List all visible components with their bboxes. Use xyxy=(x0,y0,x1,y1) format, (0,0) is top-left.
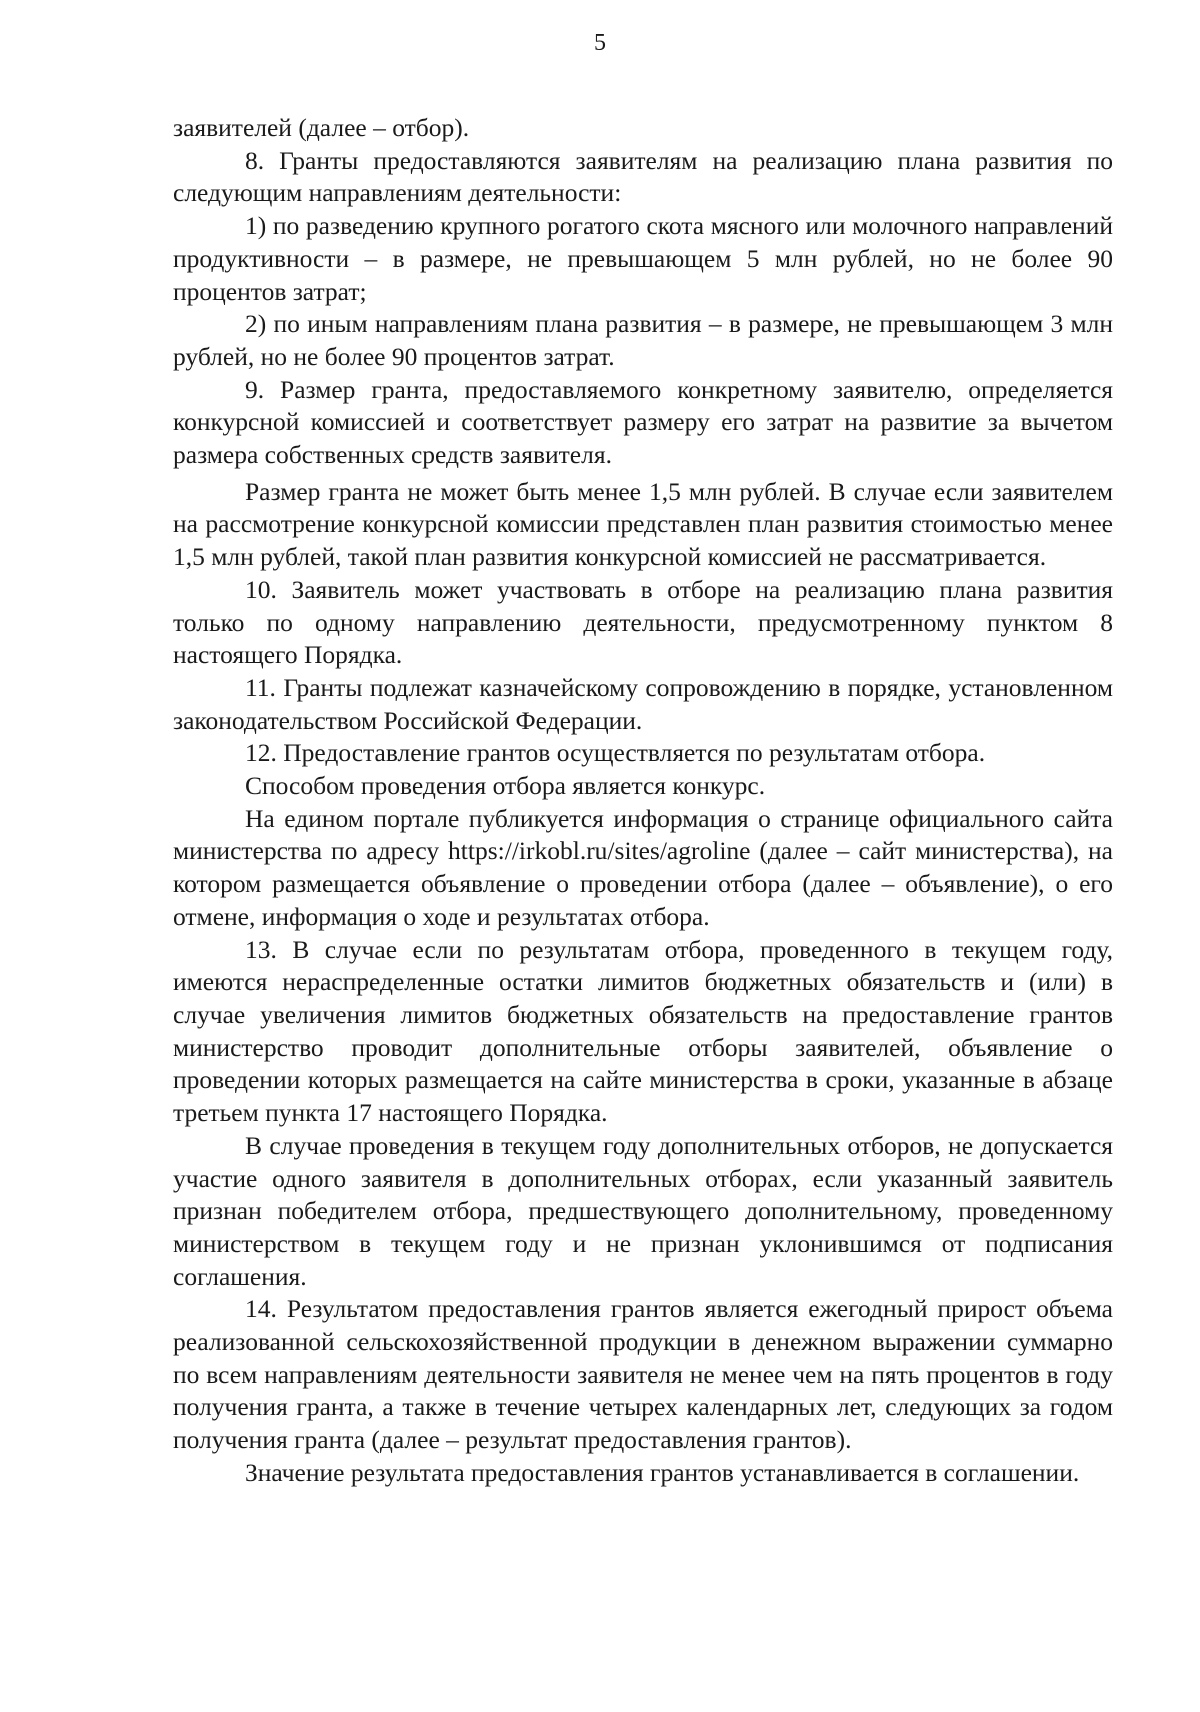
paragraph-clause-10: 10. Заявитель может участвовать в отборе на реализацию плана развития только по одному направлению деятельности, предусмотренному пунктом 8 настоящего Порядка. xyxy=(173,574,1113,670)
paragraph-clause-13: 13. В случае если по результатам отбора, проведенного в текущем году, имеются нераспределенные остатки лимитов бюджетных обязательств и (или) в случае увеличения лимитов бюджетных обязательств на предоставление грантов министерство проводит дополнительные отборы заявителей, объявление о проведении которых размещается на сайте министерства в сроки, указанные в абзаце третьем пункта 17 настоящего Порядка. xyxy=(173,934,1113,1128)
page-number: 5 xyxy=(594,30,606,56)
paragraph-clause-8-item-1: 1) по разведению крупного рогатого скота мясного или молочного направлений продуктивности – в размере, не превышающем 5 млн рублей, но не более 90 процентов затрат; xyxy=(173,211,1113,306)
paragraph-clause-11: 11. Гранты подлежат казначейскому сопровождению в порядке, установленном законодательством Российской Федерации. xyxy=(173,672,1113,735)
paragraph-portal-info: На едином портале публикуется информация о странице официального сайта министерства по адресу https://irkobl.ru/sites/agroline (далее – сайт министерства), на котором размещается объявление о проведении отбора (далее – объявление), о его отмене, информация о ходе и результатах отбора. xyxy=(173,803,1113,931)
paragraph-continuation: заявителей (далее – отбор). xyxy=(173,113,470,142)
paragraph-clause-8: 8. Гранты предоставляются заявителям на реализацию плана развития по следующим направлениям деятельности: xyxy=(173,145,1113,208)
paragraph-result-value: Значение результата предоставления грантов устанавливается в соглашении. xyxy=(245,1457,1080,1487)
paragraph-additional-selections: В случае проведения в текущем году дополнительных отборов, не допускается участие одного заявителя в дополнительных отборах, если указанный заявитель признан победителем отбора, предшествующего дополнительному, проведенному министерством в текущем году и не признан уклонившимся от подписания соглашения. xyxy=(173,1130,1113,1291)
paragraph-clause-9: 9. Размер гранта, предоставляемого конкретному заявителю, определяется конкурсной комиссией и соответствует размеру его затрат на развитие за вычетом размера собственных средств заявителя. xyxy=(173,374,1113,470)
document-body xyxy=(173,112,1113,1490)
paragraph-clause-8-item-2: 2) по иным направлениям плана развития – в размере, не превышающем 3 млн рублей, но не более 90 процентов затрат. xyxy=(173,309,1113,371)
paragraph-clause-12: 12. Предоставление грантов осуществляется по результатам отбора. xyxy=(245,738,986,768)
paragraph-clause-14: 14. Результатом предоставления грантов является ежегодный прирост объема реализованной сельскохозяйственной продукции в денежном выражении суммарно по всем направлениям деятельности заявителя не менее чем на пять процентов в году получения гранта, а также в течение четырех календарных лет, следующих за годом получения гранта (далее – результат предоставления грантов). xyxy=(173,1294,1113,1455)
paragraph-selection-method: Способом проведения отбора является конкурс. xyxy=(245,771,766,801)
paragraph-grant-minimum: Размер гранта не может быть менее 1,5 млн рублей. В случае если заявителем на рассмотрение конкурсной комиссии представлен план развития стоимостью менее 1,5 млн рублей, такой план развития конкурсной комиссией не рассматривается. xyxy=(173,476,1113,572)
